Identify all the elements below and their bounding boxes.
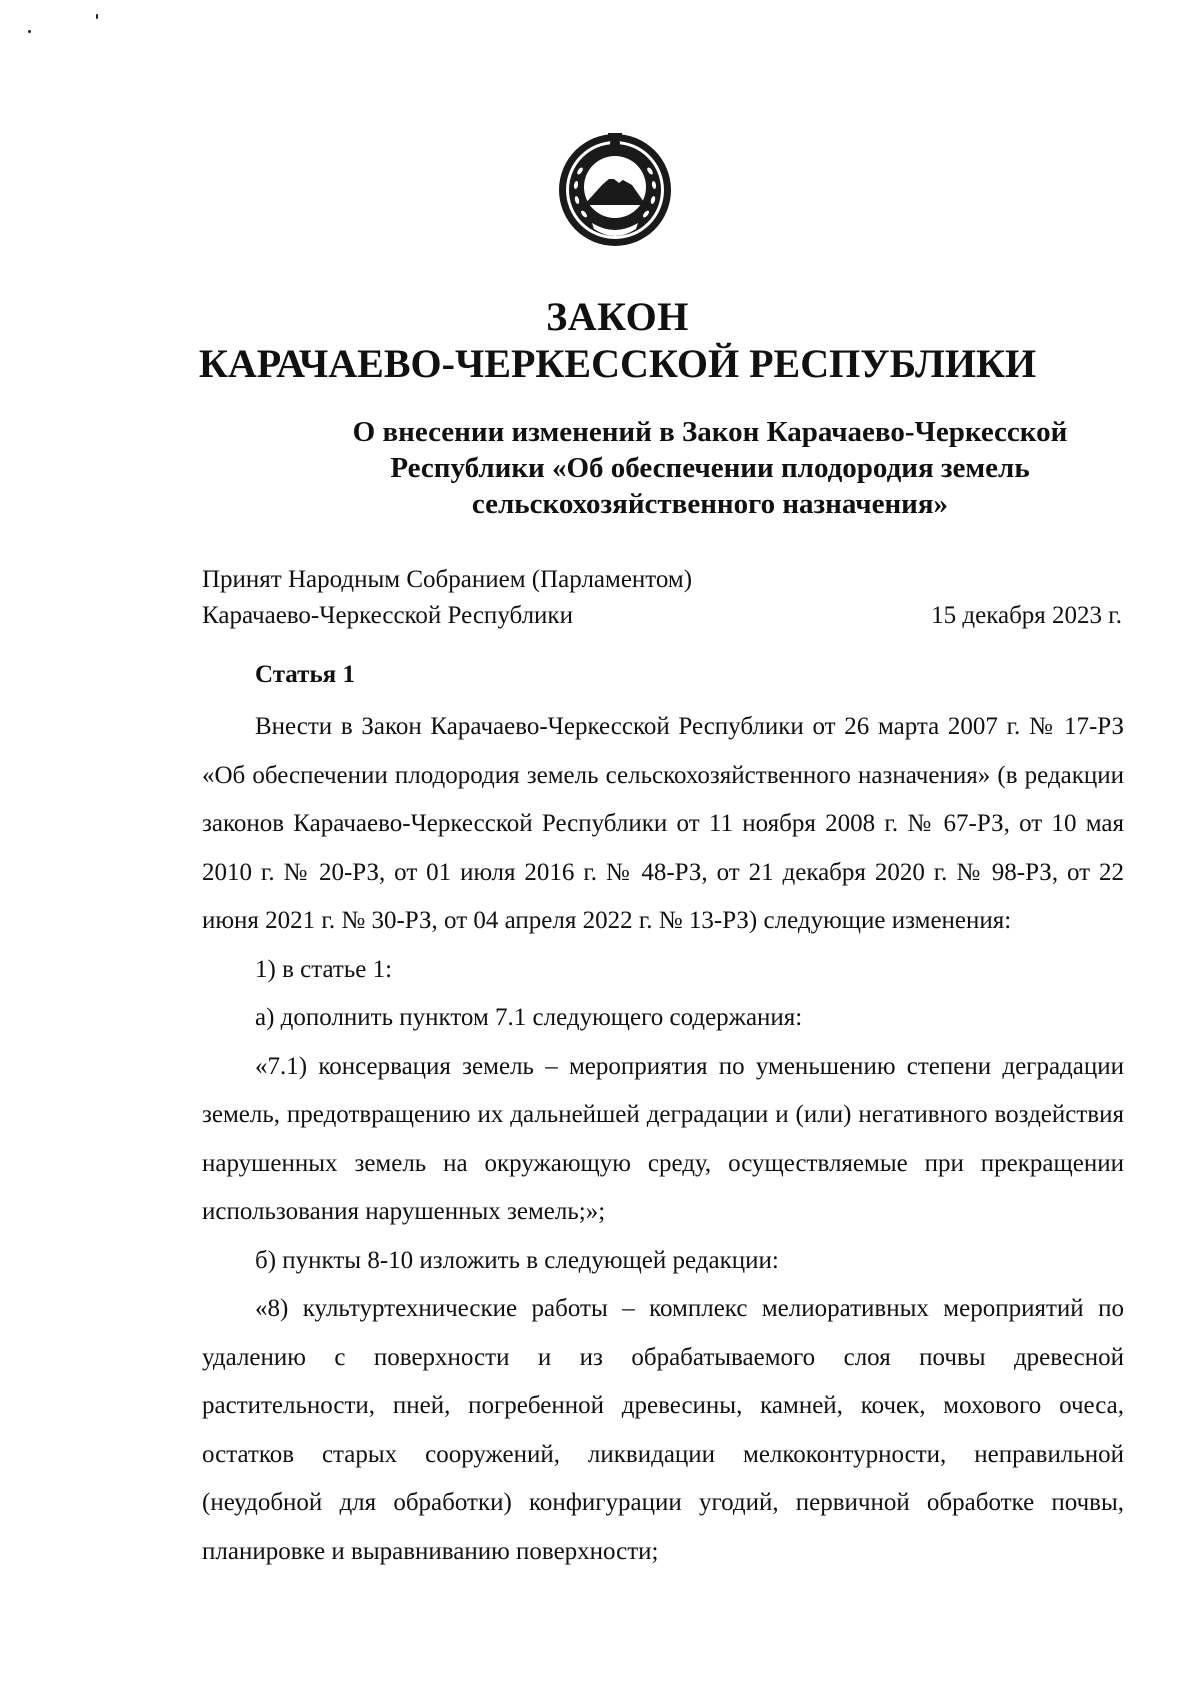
scan-speck: [28, 30, 31, 33]
adoption-line: Карачаево-Черкесской Республики: [202, 602, 573, 629]
article-paragraph: 1) в статье 1:: [255, 955, 393, 983]
adoption-statement: [202, 562, 692, 634]
document-title: ЗАКОН: [546, 294, 689, 339]
adoption-line: Принят Народным Собранием (Парламентом): [202, 566, 693, 593]
article-heading: Статья 1: [255, 661, 355, 688]
article-paragraph: «8) культуртехнические работы – комплекс мелиоративных мероприятий по удалению с поверхности и из обрабатываемого слоя почвы древесной растительности, пней, погребенной древесины, камней, кочек, мохового очеса, остатков старых сооружений, ликвидации мелкоконтурности, неправильной (неудобной для обработки) конфигурации угодий, первичной обработке почвы, планировке и выравниванию поверхности;: [202, 1295, 1124, 1565]
coat-of-arms-icon: [556, 127, 674, 251]
article-paragraph: «7.1) консервация земель – мероприятия по уменьшению степени деградации земель, предотвращению их дальнейшей деградации и (или) негативного воздействия нарушенных земель на окружающую среду, осуществляемые при прекращении использования нарушенных земель;»;: [202, 1052, 1124, 1225]
law-subject-title: [280, 414, 1140, 522]
document-title-republic: КАРАЧАЕВО-ЧЕРКЕССКОЙ РЕСПУБЛИКИ: [198, 341, 1037, 386]
law-subject-line: сельскохозяйственного назначения»: [471, 488, 949, 520]
article-paragraph: Внести в Закон Карачаево-Черкесской Республики от 26 марта 2007 г. № 17-РЗ «Об обеспечении плодородия земель сельскохозяйственного назначения» (в редакции законов Карачаево-Черкесской Республики от 11 ноября 2008 г. № 67-РЗ, от 10 мая 2010 г. № 20-РЗ, от 01 июля 2016 г. № 48-РЗ, от 21 декабря 2020 г. № 98-РЗ, от 22 июня 2021 г. № 30-РЗ, от 04 апреля 2022 г. № 13-РЗ) следующие изменения:: [202, 713, 1124, 934]
article-paragraph: б) пункты 8-10 изложить в следующей редакции:: [255, 1246, 779, 1274]
law-subject-line: Республики «Об обеспечении плодородия земель: [390, 452, 1030, 484]
law-subject-line: О внесении изменений в Закон Карачаево-Черкесской: [352, 416, 1068, 448]
article-body: [202, 703, 1124, 1576]
scan-speck: [96, 14, 98, 19]
adoption-date: 15 декабря 2023 г.: [931, 602, 1122, 629]
article-paragraph: а) дополнить пунктом 7.1 следующего содержания:: [255, 1004, 803, 1031]
